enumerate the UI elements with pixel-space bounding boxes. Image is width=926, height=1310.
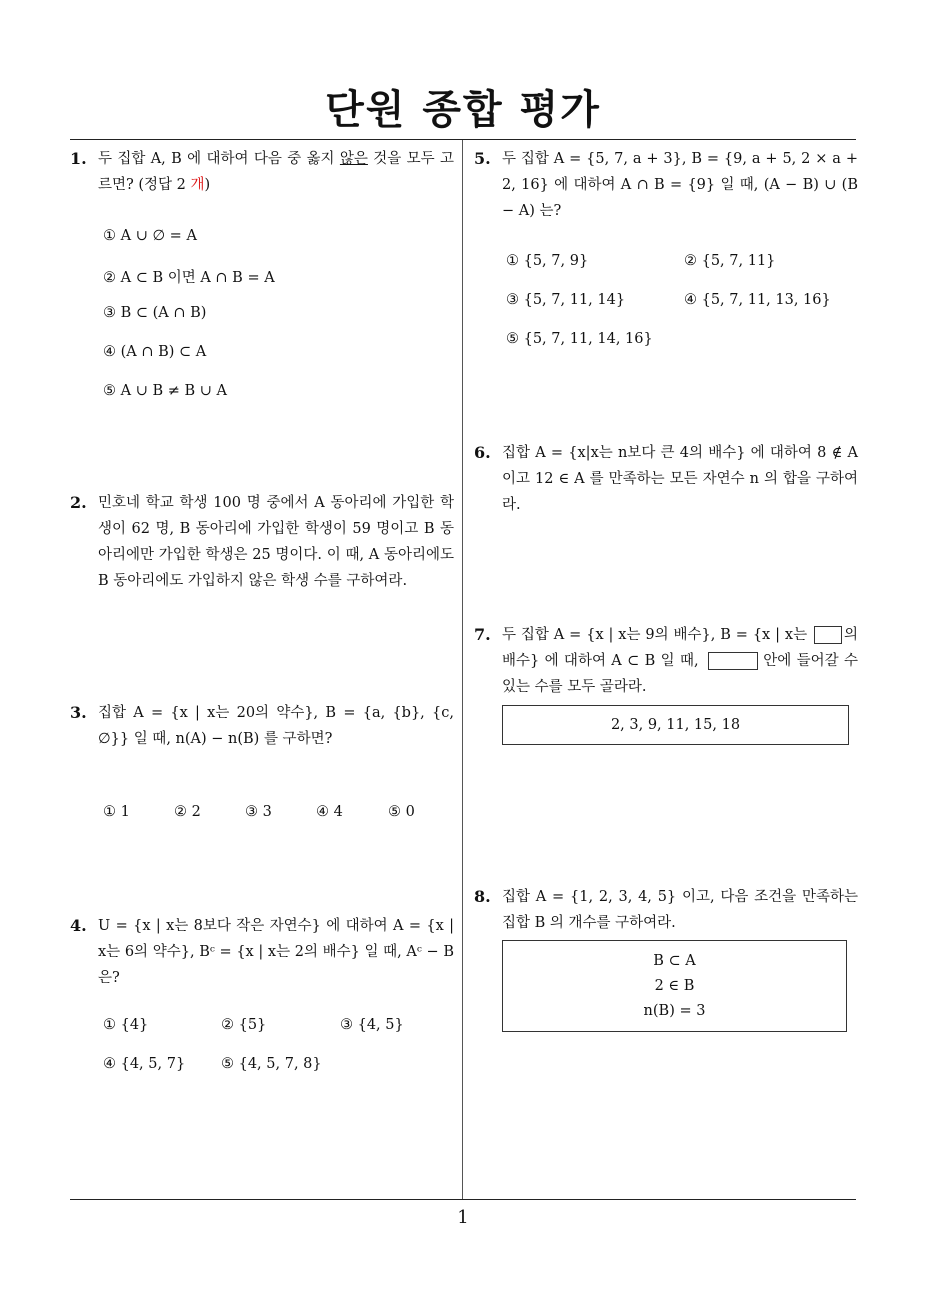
conditions-box	[502, 940, 847, 1032]
choices-text: 2, 3, 9, 11, 15, 18	[610, 717, 741, 733]
question-number: 5.	[474, 149, 491, 168]
question-text: 두 집합 A = {5, 7, a + 3}, B = {9, a + 5, 2 × a + 2, 16} 에 대하여 A ∩ B = {9} 일 때, (A − B) ∪ (B − A) 는?	[502, 151, 858, 219]
question-text: 집합 A = {x | x는 20의 약수}, B = {a, {b}, {c, ∅}} 일 때, n(A) − n(B) 를 구하면?	[98, 705, 454, 747]
choices-box	[502, 705, 849, 745]
question-number: 3.	[70, 703, 87, 722]
question-6	[474, 440, 858, 518]
question-text: 집합 A = {1, 2, 3, 4, 5} 이고, 다음 조건을 만족하는 집합 B 의 개수를 구하여라.	[502, 889, 858, 931]
option[interactable]: ② {5, 7, 11}	[684, 253, 776, 269]
page-title: 단원 종합 평가	[325, 87, 601, 133]
question-text: 민호네 학교 학생 100 명 중에서 A 동아리에 가입한 학생이 62 명, B 동아리에 가입한 학생이 59 명이고 B 동아리에만 가입한 학생은 25 명이다. 이 때, A 동아리에도 B 동아리에도 가입하지 않은 학생 수를 구하여라.	[98, 495, 454, 589]
question-text: 집합 A = {x|x는 n보다 큰 4의 배수} 에 대하여 8 ∉ A 이고 12 ∈ A 를 만족하는 모든 자연수 n 의 합을 구하여라.	[502, 445, 858, 513]
column-divider	[462, 140, 463, 1200]
option[interactable]: ② 2	[174, 804, 201, 820]
question-number: 6.	[474, 443, 491, 462]
option[interactable]: ④ 4	[316, 804, 343, 820]
option[interactable]: ⑤ {4, 5, 7, 8}	[221, 1056, 322, 1072]
top-rule	[70, 139, 856, 140]
question-text: 두 집합 A, B 에 대하여 다음 중 옳지 않은 것을 모두 고르면? (정답 2 개)	[98, 151, 454, 193]
option[interactable]: ① {4}	[103, 1017, 149, 1033]
blank-box	[814, 626, 842, 644]
option[interactable]: ③ B ⊂ (A ∩ B)	[103, 305, 207, 321]
option[interactable]: ④ {4, 5, 7}	[103, 1056, 186, 1072]
question-number: 1.	[70, 149, 87, 168]
question-8	[474, 884, 858, 936]
answer-count: 개	[190, 177, 205, 193]
option[interactable]: ① 1	[103, 804, 130, 820]
condition: 2 ∈ B	[654, 978, 695, 994]
question-4	[70, 913, 454, 991]
option[interactable]: ④ (A ∩ B) ⊂ A	[103, 344, 207, 360]
option[interactable]: ⑤ A ∪ B ≠ B ∪ A	[103, 383, 227, 399]
option[interactable]: ③ 3	[245, 804, 272, 820]
question-number: 7.	[474, 625, 491, 644]
option[interactable]: ⑤ 0	[388, 804, 415, 820]
question-number: 8.	[474, 887, 491, 906]
option[interactable]: ① {5, 7, 9}	[506, 253, 589, 269]
question-number: 2.	[70, 493, 87, 512]
underline-text: 않은	[339, 151, 368, 167]
option[interactable]: ③ {4, 5}	[340, 1017, 404, 1033]
condition: n(B) = 3	[643, 1003, 706, 1019]
bottom-rule	[70, 1199, 856, 1200]
question-text: U = {x | x는 8보다 작은 자연수} 에 대하여 A = {x | x는 6의 약수}, Bᶜ = {x | x는 2의 배수} 일 때, Aᶜ − B 은?	[98, 918, 454, 986]
condition: B ⊂ A	[653, 953, 696, 969]
option[interactable]: ④ {5, 7, 11, 13, 16}	[684, 292, 831, 308]
question-5	[474, 146, 858, 224]
question-number: 4.	[70, 916, 87, 935]
question-1	[70, 146, 454, 198]
page-number: 1	[457, 1207, 469, 1228]
question-2	[70, 490, 454, 594]
option[interactable]: ⑤ {5, 7, 11, 14, 16}	[506, 331, 653, 347]
question-7	[474, 622, 858, 700]
question-3	[70, 700, 454, 752]
option[interactable]: ② {5}	[221, 1017, 267, 1033]
option[interactable]: ① A ∪ ∅ = A	[103, 228, 197, 244]
question-text: 두 집합 A = {x | x는 9의 배수}, B = {x | x는 의 배수} 에 대하여 A ⊂ B 일 때, 안에 들어갈 수 있는 수를 모두 골라라.	[502, 627, 858, 695]
blank-box	[708, 652, 758, 670]
option[interactable]: ② A ⊂ B 이면 A ∩ B = A	[103, 270, 275, 286]
option[interactable]: ③ {5, 7, 11, 14}	[506, 292, 626, 308]
